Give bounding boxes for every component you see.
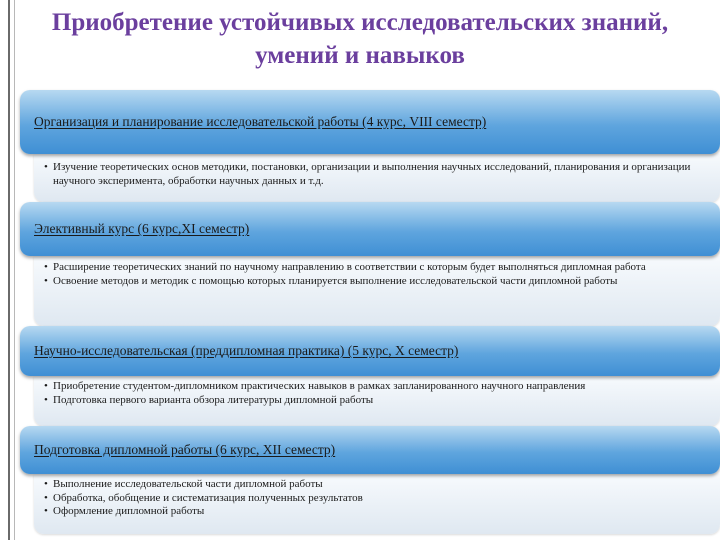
section-3-details xyxy=(34,376,720,426)
section-2-item: • Расширение теоретических знаний по научному направлению в соответствии с которым будет выполняться дипломная работа xyxy=(44,261,702,275)
section-1-item: • Изучение теоретических основ методики, постановки, организации и выполнения научных исследований, планирования и организации научного эксперимента, обработки научных данных и т.д. xyxy=(44,161,702,188)
section-2-details xyxy=(34,256,720,326)
page-title: Приобретение устойчивых исследовательских знаний, умений и навыков xyxy=(51,9,669,69)
section-4-item: • Выполнение исследовательской части дипломной работы xyxy=(44,478,702,492)
section-1-header: Организация и планирование исследовательской работы (4 курс, VIII семестр) xyxy=(20,90,720,154)
left-decorative-rule xyxy=(8,0,10,540)
section-3-header: Научно-исследовательская (преддипломная практика) (5 курс, X семестр) xyxy=(20,326,720,376)
section-4-item: • Обработка, обобщение и систематизация полученных результатов xyxy=(44,492,702,506)
section-3-item: • Приобретение студентом-дипломником практических навыков в рамках запланированного научного направления xyxy=(44,380,702,394)
section-1-details xyxy=(34,154,720,202)
section-3-item: • Подготовка первого варианта обзора литературы дипломной работы xyxy=(44,394,702,408)
section-2-header: Элективный курс (6 курс,XI семестр) xyxy=(20,202,720,256)
left-decorative-rule-thin xyxy=(14,0,15,540)
section-2-item: • Освоение методов и методик с помощью которых планируется выполнение исследовательской части дипломной работы xyxy=(44,275,702,289)
section-4-details xyxy=(34,474,720,534)
section-4-item: • Оформление дипломной работы xyxy=(44,505,702,519)
section-4-header: Подготовка дипломной работы (6 курс, XII семестр) xyxy=(20,426,720,474)
